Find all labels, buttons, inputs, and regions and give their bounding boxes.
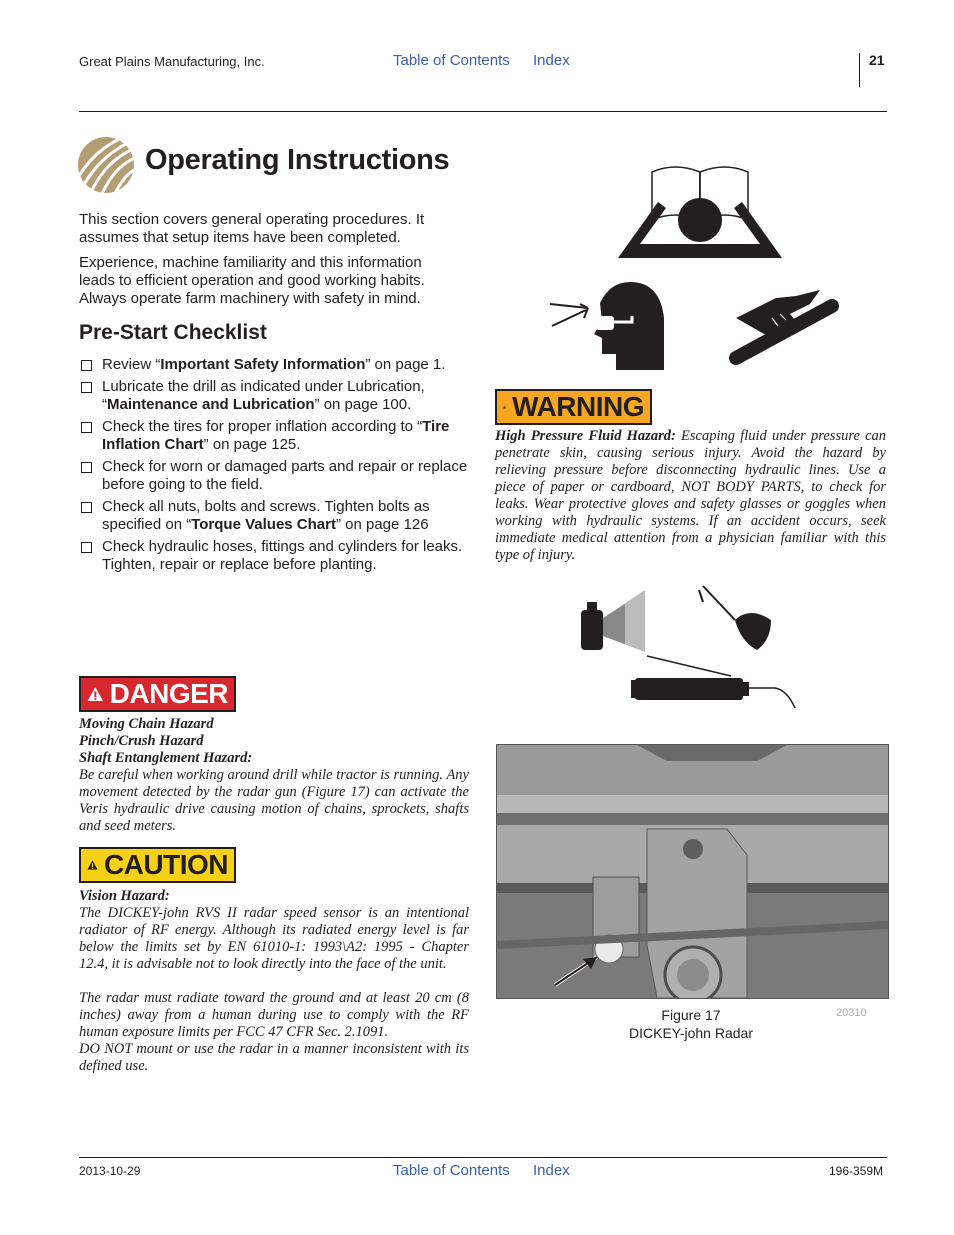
warning-heading: High Pressure Fluid Hazard: [495, 428, 676, 444]
caution-heading: Vision Hazard: [79, 888, 170, 904]
warning-message [495, 428, 886, 564]
checklist-heading: Pre-Start Checklist [79, 321, 267, 344]
caution-body: The DICKEY-john RVS II radar speed sensor is an intentional radiator of RF energy. Although its radiated energy level is far below the limits set by EN 61010-1: 1993\A2: 1995 - Chapter 12.4, it is advisable not to look directly into the face of the unit. [79, 905, 469, 972]
company-name: Great Plains Manufacturing, Inc. [79, 54, 265, 69]
checklist-item: Check the tires for proper inflation according to “Tire Inflation Chart” on page 125. [79, 418, 474, 454]
figure-code: 20310 [836, 1007, 867, 1019]
checklist-item: Check hydraulic hoses, fittings and cylinders for leaks. Tighten, repair or replace before planting. [79, 538, 474, 574]
danger-body: Be careful when working around drill while tractor is running. Any movement detected by the radar gun (Figure 17) can activate the Veris hydraulic drive causing motion of chains, sprockets, shafts and seed meters. [79, 767, 469, 834]
footer-index-link[interactable]: Index [533, 1162, 570, 1179]
danger-triangle-icon [87, 682, 104, 706]
header-rule [79, 111, 887, 112]
page-number: 21 [869, 52, 885, 68]
footer-doc-number: 196-359M [829, 1164, 884, 1178]
header-index-link[interactable]: Index [533, 52, 570, 69]
checkbox-icon [81, 502, 92, 513]
checklist-item: Review “Important Safety Information” on page 1. [79, 356, 474, 374]
checkbox-icon [81, 542, 92, 553]
pre-start-checklist [79, 356, 474, 578]
danger-text: DANGER [109, 678, 228, 709]
read-manual-icon [540, 158, 880, 388]
checkbox-icon [81, 422, 92, 433]
figure-caption: DICKEY-john Radar [629, 1025, 753, 1041]
warning-triangle-icon [503, 395, 506, 419]
caution-message [79, 888, 469, 1075]
checklist-item: Check for worn or damaged parts and repair or replace before going to the field. [79, 458, 474, 494]
section-logo-icon [77, 136, 135, 199]
checklist-item: Lubricate the drill as indicated under Lubrication, “Maintenance and Lubrication” on page 100. [79, 378, 474, 414]
footer-date: 2013-10-29 [79, 1164, 141, 1178]
caution-triangle-icon [87, 853, 98, 877]
radar-photo [496, 744, 889, 999]
warning-body: Escaping fluid under pressure can penetrate skin, causing serious injury. Avoid the hazard by relieving pressure before disconnecting hydraulic lines. Use a piece of paper or cardboard, NOT BODY PARTS, to check for leaks. Wear protective gloves and safety glasses or goggles when working with hydraulic systems. If an accident occurs, seek immediate medical attention from a physician familiar with this type of injury. [495, 428, 887, 563]
page-title: Operating Instructions [145, 144, 450, 176]
caution-label [79, 847, 236, 883]
header-divider [859, 53, 860, 87]
warning-text: WARNING [512, 391, 644, 422]
footer-rule [79, 1157, 887, 1158]
caution-body: DO NOT mount or use the radar in a manner inconsistent with its defined use. [79, 1041, 469, 1074]
caution-body: The radar must radiate toward the ground and at least 20 cm (8 inches) away from a human during use to comply with the RF human exposure limits per FCC 47 CFR Sec. 2.1091. [79, 990, 469, 1040]
high-pressure-fluid-icon [575, 580, 815, 720]
header-toc-link[interactable]: Table of Contents [393, 52, 510, 69]
warning-label [495, 389, 652, 425]
checkbox-icon [81, 462, 92, 473]
danger-message [79, 716, 469, 835]
caution-text: CAUTION [103, 849, 228, 880]
danger-heading: Shaft Entanglement Hazard: [79, 750, 253, 766]
intro-paragraph-2: Experience, machine familiarity and this information leads to efficient operation and good working habits. Always operate farm machinery with safety in mind. [79, 254, 425, 307]
checklist-item: Check all nuts, bolts and screws. Tighten bolts as specified on “Torque Values Chart” on page 126 [79, 498, 474, 534]
danger-heading: Moving Chain Hazard [79, 716, 214, 732]
checkbox-icon [81, 382, 92, 393]
danger-label [79, 676, 236, 712]
checkbox-icon [81, 360, 92, 371]
intro-paragraph-1: This section covers general operating procedures. It assumes that setup items have been completed. [79, 211, 425, 246]
danger-heading: Pinch/Crush Hazard [79, 733, 204, 749]
figure-number: Figure 17 [661, 1007, 721, 1023]
footer-toc-link[interactable]: Table of Contents [393, 1162, 510, 1179]
